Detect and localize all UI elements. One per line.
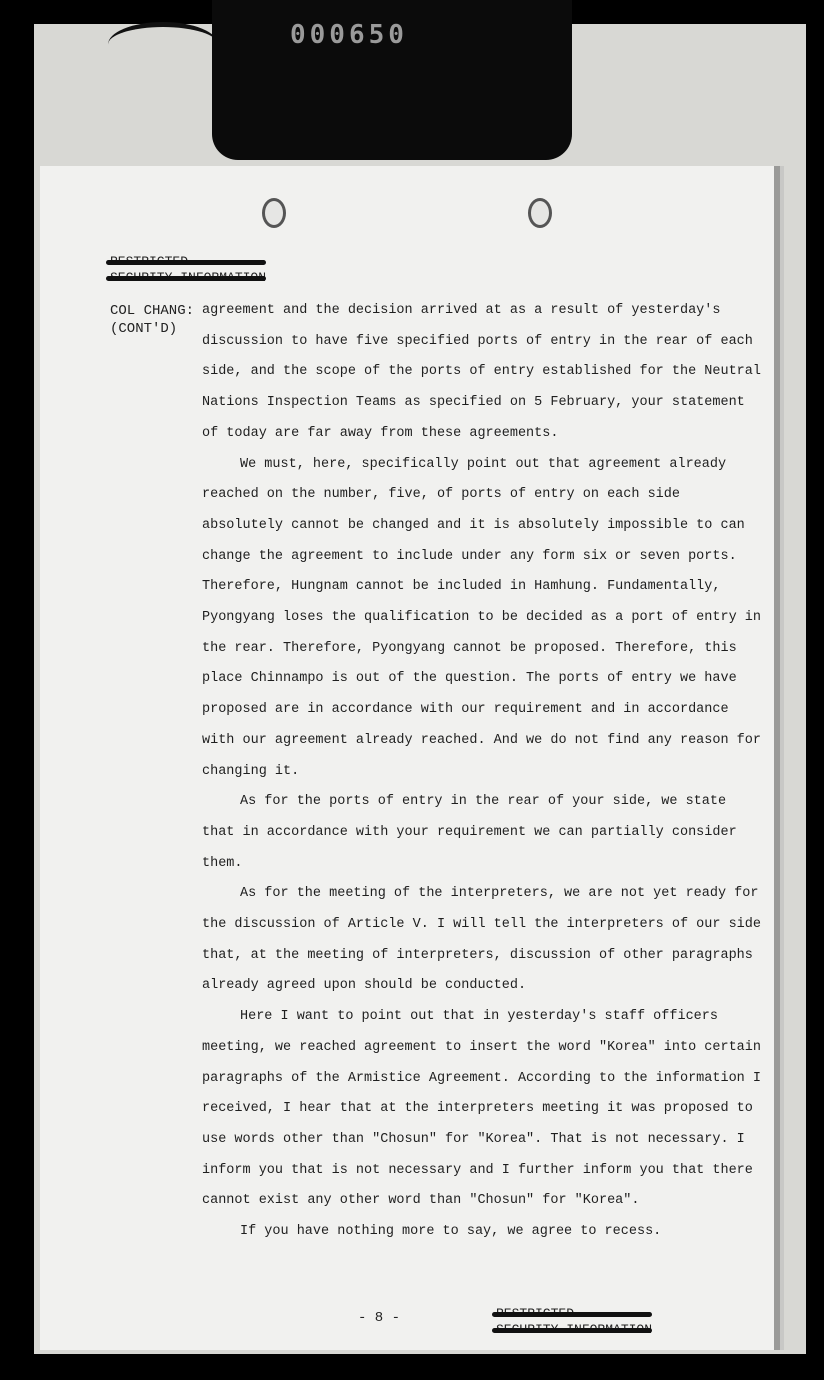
strikeout-bar	[492, 1328, 652, 1333]
paragraph-5: Here I want to point out that in yesterday's staff officers meeting, we reached agreement to insert the word "Korea" into certain paragraphs of the Armistice Agreement. According to the information I received, I hear that at the interpreters meeting it was proposed to use words other than "Chosun" for "Korea". That is not necessary. I inform you that is not necessary and I further inform you that there cannot exist any other word than "Chosun" for "Korea".	[202, 1009, 770, 1209]
classification-marking-top	[110, 254, 266, 286]
frame-counter-device	[212, 0, 572, 160]
paragraph-1: agreement and the decision arrived at as a result of yesterday's discussion to have five specified ports of entry in the rear of each side, and the scope of the ports of entry established for the Neutral Nations Inspection Teams as specified on 5 February, your statement of today are far away from these agreements.	[202, 303, 770, 441]
statement-body	[202, 296, 770, 1248]
document-page	[40, 166, 774, 1350]
paragraph-4: As for the meeting of the interpreters, we are not yet ready for the discussion of Article V. I will tell the interpreters of our side that, at the meeting of interpreters, discussion of other paragraphs already agreed upon should be conducted.	[202, 886, 770, 994]
punch-hole-right	[528, 198, 552, 228]
frame-counter-digits: 000650	[290, 20, 408, 50]
speaker-label	[110, 302, 194, 338]
page-number: - 8 -	[358, 1310, 401, 1326]
classification-marking-bottom	[496, 1306, 652, 1338]
punch-hole-left	[262, 198, 286, 228]
strikeout-bar	[106, 276, 266, 281]
strikeout-bar	[492, 1312, 652, 1317]
paragraph-6: If you have nothing more to say, we agree to recess.	[240, 1224, 662, 1240]
speaker-name: COL CHANG:	[110, 303, 195, 319]
counter-cable	[108, 22, 218, 67]
paragraph-2: We must, here, specifically point out that agreement already reached on the number, five, of ports of entry on each side absolutely cannot be changed and it is absolutely impossible to can change the agreement to include under any form six or seven ports. Therefore, Hungnam cannot be included in Hamhung. Fundamentally, Pyongyang loses the qualification to be decided as a port of entry in the rear. Therefore, Pyongyang cannot be proposed. Therefore, this place Chinnampo is out of the question. The ports of entry we have proposed are in accordance with our requirement and in accordance with our agreement already reached. And we do not find any reason for changing it.	[202, 456, 770, 779]
paragraph-3: As for the ports of entry in the rear of your side, we state that in accordance with your requirement we can partially consider them.	[202, 794, 745, 871]
speaker-continued: (CONT'D)	[110, 321, 178, 337]
strikeout-bar	[106, 260, 266, 265]
page-footer	[40, 1306, 774, 1346]
